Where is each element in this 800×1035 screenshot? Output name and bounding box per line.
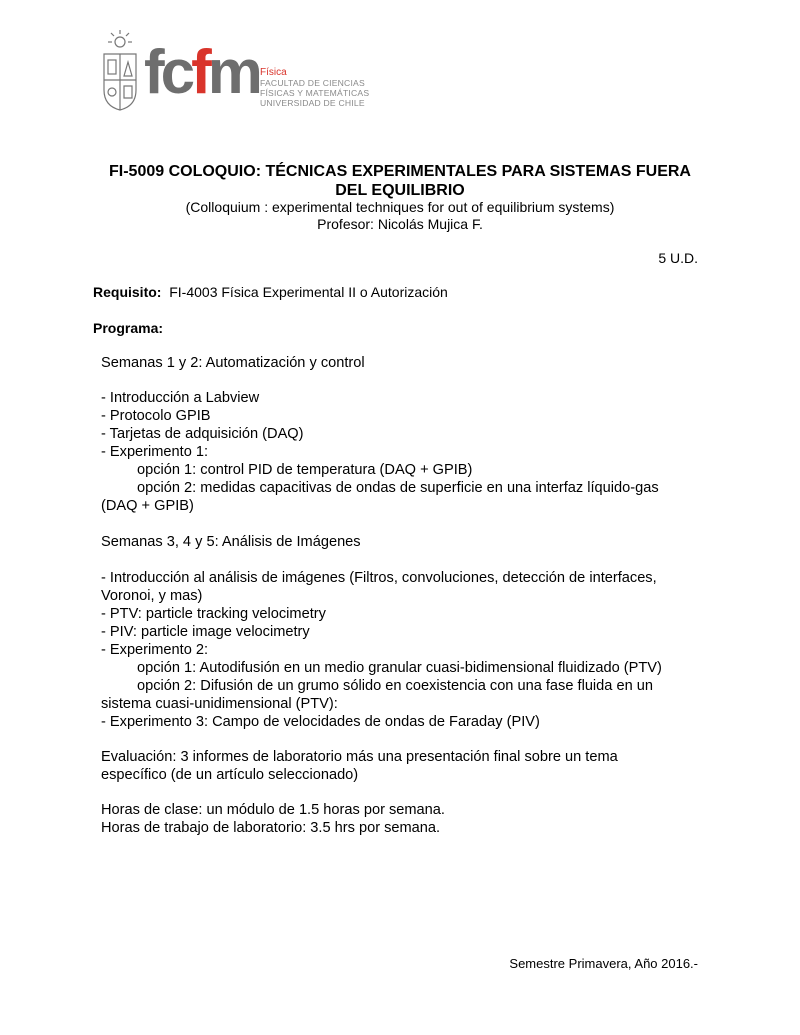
course-units: 5 U.D. xyxy=(658,250,698,266)
list-item: sistema cuasi-unidimensional (PTV): xyxy=(101,696,338,712)
list-item: - Experimento 1: xyxy=(101,444,209,460)
list-item: (DAQ + GPIB) xyxy=(101,498,194,514)
requirement: Requisito: FI-4003 Física Experimental II o Autorización xyxy=(93,284,448,300)
list-item: - PTV: particle tracking velocimetry xyxy=(101,606,326,622)
list-item: - Tarjetas de adquisición (DAQ) xyxy=(101,426,304,442)
program-label: Programa: xyxy=(93,320,164,336)
evaluation-text: Evaluación: 3 informes de laboratorio más una presentación final sobre un tema xyxy=(101,749,618,765)
class-hours: Horas de clase: un módulo de 1.5 horas por semana. xyxy=(101,802,445,818)
list-item: Voronoi, y mas) xyxy=(101,588,203,604)
lab-hours: Horas de trabajo de laboratorio: 3.5 hrs por semana. xyxy=(101,820,441,836)
faculty-name: Física FACULTAD DE CIENCIAS FÍSICAS Y MATEMÁTICAS UNIVERSIDAD DE CHILE xyxy=(260,67,370,108)
list-item: - Experimento 3: Campo de velocidades de ondas de Faraday (PIV) xyxy=(101,714,540,730)
course-subtitle: (Colloquium : experimental techniques for out of equilibrium systems) xyxy=(185,199,615,215)
week-1-2-heading: Semanas 1 y 2: Automatización y control xyxy=(101,355,365,371)
list-item: - Introducción al análisis de imágenes (Filtros, convoluciones, detección de interfaces, xyxy=(101,570,657,586)
list-item: - PIV: particle image velocimetry xyxy=(101,624,310,640)
list-item: opción 2: Difusión de un grumo sólido en coexistencia con una fase fluida en un xyxy=(137,678,653,694)
list-item: opción 1: control PID de temperatura (DAQ + GPIB) xyxy=(137,462,473,478)
fcfm-wordmark: fcfm xyxy=(144,38,259,107)
list-item: opción 1: Autodifusión en un medio granular cuasi-bidimensional fluidizado (PTV) xyxy=(137,660,662,676)
semester-footer: Semestre Primavera, Año 2016.- xyxy=(509,956,698,971)
professor-name: Profesor: Nicolás Mujica F. xyxy=(317,216,483,232)
list-item: - Experimento 2: xyxy=(101,642,209,658)
week-3-5-heading: Semanas 3, 4 y 5: Análisis de Imágenes xyxy=(101,534,361,550)
university-shield-icon xyxy=(98,30,142,112)
evaluation-text: específico (de un artículo seleccionado) xyxy=(101,767,359,783)
list-item: - Protocolo GPIB xyxy=(101,408,211,424)
course-title: FI-5009 COLOQUIO: TÉCNICAS EXPERIMENTALES PARA SISTEMAS FUERA DEL EQUILIBRIO xyxy=(109,163,691,199)
fcfm-logo xyxy=(98,30,378,120)
list-item: opción 2: medidas capacitivas de ondas de superficie en una interfaz líquido-gas xyxy=(137,480,659,496)
list-item: - Introducción a Labview xyxy=(101,390,260,406)
